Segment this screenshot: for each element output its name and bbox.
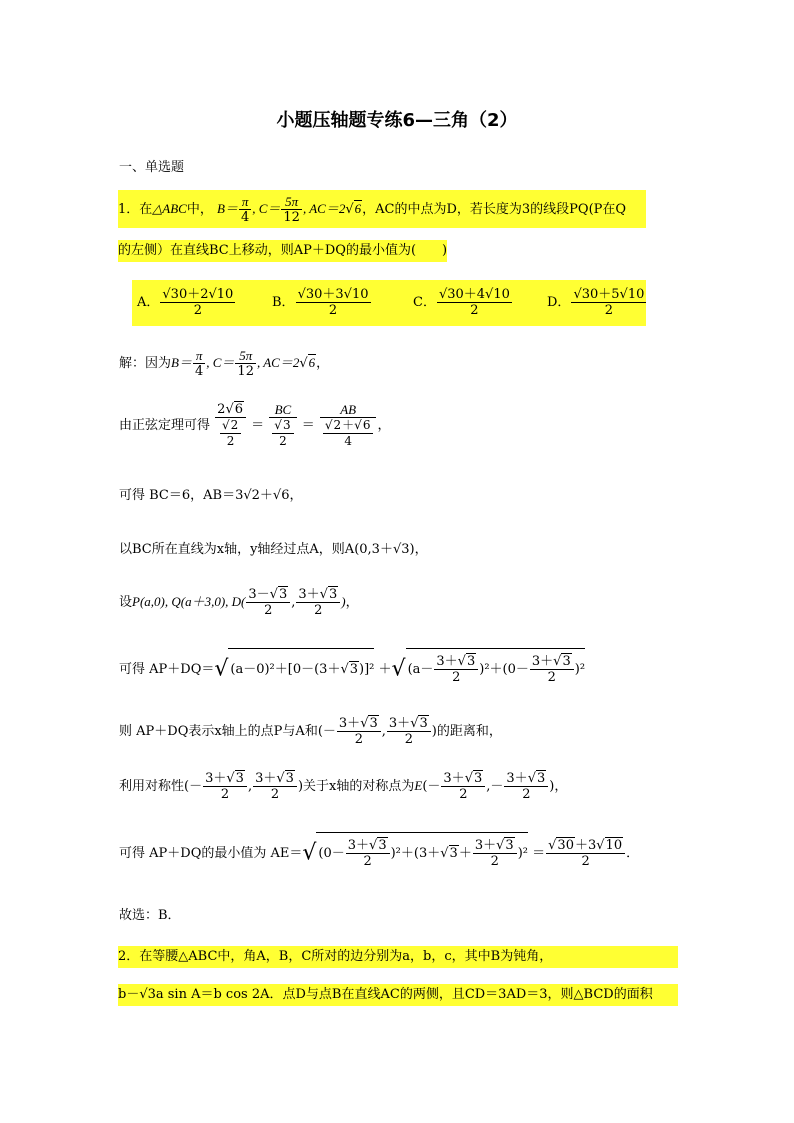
option-b-label: B． [272, 295, 295, 310]
sine-ratio-3: $\frac{AB}{\frac{√2+√6}{4}}$ [320, 402, 377, 449]
solution-line-9: 可得 AP＋DQ的最小值为 AE＝√ (0－ $\frac{3+√3}{2}$ )²＋(3＋√3＋ $\frac{3+√3}{2}$ )² ＝ $\frac{√30+3√10}{2}$ ． [119, 832, 639, 874]
solution-line-2: 由正弦定理可得 $\frac{2√6}{\frac{√2}{2}}$ ＝ $\frac{BC}{\frac{√3}{2}}$ ＝ $\frac{AB}{\frac{√2+√6}{4}}$ ， [119, 402, 391, 448]
question-1-tail: ，AC的中点为D，若长度为3的线段PQ(P在Q [362, 202, 627, 217]
option-a-den: 2 [193, 303, 202, 318]
sine-law-intro: 由正弦定理可得 [119, 418, 211, 433]
solution-line-7: 则 AP＋DQ表示x轴上的点P与A和(－ $\frac{3+√3}{2}$ , $\frac{3+√3}{2}$ )的距离和， [119, 716, 502, 747]
question-1-prefix: 1．在 [118, 202, 153, 217]
frac-pi-4: $\frac{\pi}{4}$ [240, 194, 250, 225]
cond-b: B＝ [217, 201, 238, 216]
solution-line-8: 利用对称性(－ $\frac{3+√3}{2}$ , $\frac{3+√3}{2}$ )关于x轴的对称点为E(－ $\frac{3+√3}{2}$ ,－ $\frac{3+√3}{2}$ )， [119, 771, 568, 802]
distance-sum-intro: 可得 AP＋DQ＝ [119, 662, 215, 677]
symmetry-mid: 关于x轴的对称点为 [303, 779, 415, 794]
frac-5pi-12: $\frac{5\pi}{12}$ [283, 194, 300, 225]
option-b-num: √30＋3√10 [297, 287, 369, 302]
sine-ratio-2: $\frac{BC}{\frac{√3}{2}}$ [269, 402, 296, 449]
solution-line-4: 以BC所在直线为x轴，y轴经过点A，则A(0,3＋√3)， [119, 542, 428, 557]
question-1-line-1: 1．在△ABC中， B＝ $\frac{\pi}{4}$ , C＝ $\frac{5\pi}{12}$ , AC＝2√6，AC的中点为D，若长度为3的线段PQ(P在Q [118, 190, 646, 228]
question-2-line-1: 2．在等腰△ABC中，角A，B，C所对的边分别为a，b，c，其中B为钝角， [118, 946, 678, 968]
solution-answer: 故选：B． [119, 908, 181, 923]
set-points-intro: 设 [119, 595, 133, 610]
section-heading: 一、单选题 [119, 160, 185, 175]
option-b-den: 2 [328, 303, 338, 318]
solution-line-1: 解：因为B＝ $\frac{\pi}{4}$ , C＝ $\frac{5\pi}{12}$ , AC＝2√6， [119, 348, 330, 379]
option-d-num: √30＋5√10 [573, 287, 645, 302]
question-2-line-2: b－√3a sin A＝b cos 2A．点D与点B在直线AC的两侧，且CD＝3AD＝3，则△BCD的面积 [118, 984, 678, 1006]
option-a[interactable] [137, 280, 236, 326]
meaning-tail: 的距离和， [436, 724, 502, 739]
option-c-num: √30＋4√10 [438, 287, 510, 302]
sine-ratio-1: $\frac{2√6}{\frac{√2}{2}}$ [215, 402, 246, 449]
option-c[interactable] [413, 280, 513, 326]
option-d[interactable] [547, 280, 647, 326]
symmetry-text: 利用对称性 [119, 779, 185, 794]
option-c-label: C． [413, 295, 436, 310]
solution-intro: 解：因为 [119, 356, 172, 371]
option-a-label: A． [137, 295, 160, 310]
option-d-den: 2 [604, 303, 614, 318]
question-1-line-2: 的左侧）在直线BC上移动，则AP＋DQ的最小值为( ) [118, 240, 447, 262]
minimum-intro: 可得 AP＋DQ的最小值为 AE＝ [119, 846, 303, 861]
triangle-label: △ABC [152, 201, 187, 216]
solution-line-6: 可得 AP＋DQ＝√ (a－0)²＋[0－(3＋√3)]² ＋√ (a－ $\frac{3+√3}{2}$ )²＋(0－ $\frac{3+√3}{2}$ )² [119, 648, 585, 690]
meaning-text: 则 AP＋DQ表示x轴上的点P与A和 [119, 724, 318, 739]
option-d-label: D． [547, 295, 571, 310]
option-b[interactable] [272, 280, 372, 326]
solution-line-3: 可得 BC＝6，AB＝3√2＋√6， [119, 488, 303, 503]
option-a-num: √30＋2√10 [162, 287, 234, 302]
page-title: 小题压轴题专练6—三角（2） [276, 110, 518, 131]
text-zhong: 中， [186, 202, 213, 217]
option-c-den: 2 [470, 303, 479, 318]
solution-line-5: 设P(a,0), Q(a＋3,0), D( $\frac{3-√3}{2}$ , $\frac{3+√3}{2}$ )， [119, 587, 359, 618]
